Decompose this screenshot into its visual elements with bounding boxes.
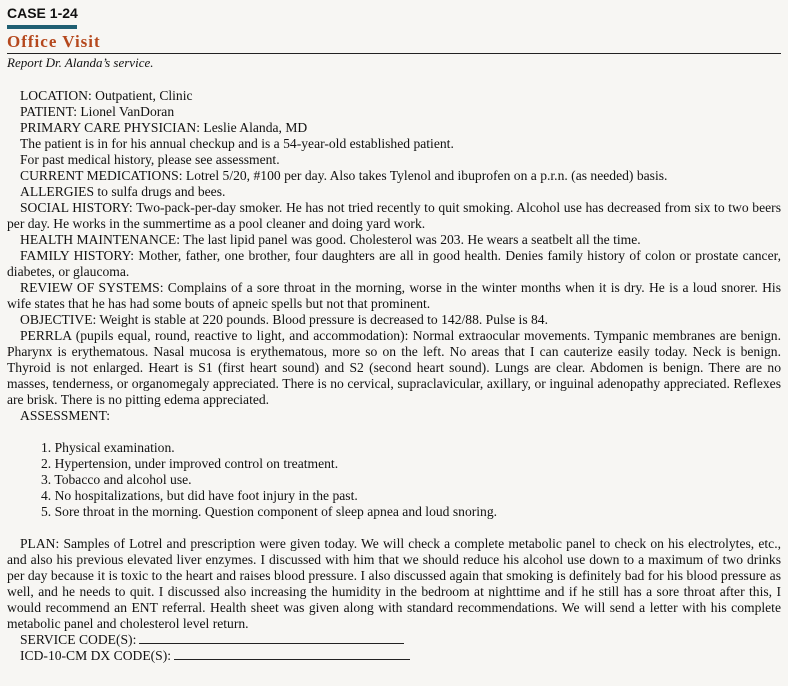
medications-paragraph: CURRENT MEDICATIONS: Lotrel 5/20, #100 per day. Also takes Tylenol and ibuprofen on a p.r.n. (as needed) basis. [20, 168, 668, 183]
icd-code-row [7, 648, 781, 664]
case-page [7, 4, 781, 664]
family-history-paragraph: FAMILY HISTORY: Mother, father, one brother, four daughters are all in good health. Denies family history of colon or prostate cancer, diabetes, or glaucoma. [7, 248, 781, 279]
health-maintenance-paragraph: HEALTH MAINTENANCE: The last lipid panel was good. Cholesterol was 203. He wears a seatbelt all the time. [20, 232, 641, 247]
case-label: CASE 1-24 [7, 5, 78, 21]
list-item: 2. Hypertension, under improved control on treatment. [41, 456, 339, 471]
service-code-blank[interactable] [139, 633, 404, 644]
list-item: 1. Physical examination. [41, 440, 175, 455]
pcp-line: PRIMARY CARE PHYSICIAN: Leslie Alanda, MD [20, 120, 308, 135]
social-history-paragraph: SOCIAL HISTORY: Two-pack-per-day smoker. He has not tried recently to quit smoking. Alcohol use has decreased from six to two beers per day. He works in the summertime as a pool cleaner and doing yard work. [7, 200, 781, 231]
icd-code-label: ICD-10-CM DX CODE(S): [20, 648, 172, 663]
review-of-systems-paragraph: REVIEW OF SYSTEMS: Complains of a sore throat in the morning, worse in the winter months when it is dry. He is a loud snorer. His wife states that he has had some bouts of apneic spells but not that prominent. [7, 280, 781, 311]
report-body [7, 88, 781, 664]
list-item: 3. Tobacco and alcohol use. [41, 472, 192, 487]
instructions: Report Dr. Alanda’s service. [7, 55, 154, 70]
objective-paragraph: OBJECTIVE: Weight is stable at 220 pounds. Blood pressure is decreased to 142/88. Pulse is 84. [20, 312, 548, 327]
intro-line: The patient is in for his annual checkup and is a 54-year-old established patient. [20, 136, 454, 151]
assessment-heading: ASSESSMENT: [20, 408, 110, 423]
page-title: Office Visit [7, 32, 101, 51]
service-code-row [7, 632, 781, 648]
history-note: For past medical history, please see assessment. [20, 152, 280, 167]
allergies-line: ALLERGIES to sulfa drugs and bees. [20, 184, 226, 199]
icd-code-blank[interactable] [174, 649, 410, 660]
perrla-paragraph: PERRLA (pupils equal, round, reactive to light, and accommodation): Normal extraocular movements. Tympanic membranes are benign. Pharynx is erythematous. Nasal mucosa is erythematous, more so on the left. No areas that I can cauterize easily today. Neck is benign. Thyroid is not enlarged. Heart is S1 (first heart sound) and S2 (second heart sound). Lungs are clear. Abdomen is benign. There are no masses, tenderness, or organomegaly appreciated. There is no cervical, supraclavicular, axillary, or inguinal adenopathy appreciated. Reflexes are brisk. There is no pitting edema appreciated. [7, 328, 781, 407]
list-item: 4. No hospitalizations, but did have foot injury in the past. [41, 488, 358, 503]
title-divider [7, 53, 781, 54]
patient-line: PATIENT: Lionel VanDoran [20, 104, 175, 119]
assessment-list [7, 440, 781, 520]
plan-paragraph: PLAN: Samples of Lotrel and prescription were given today. We will check a complete metabolic panel to check on his electrolytes, etc., and also his previous elevated liver enzymes. I discussed with him that we should reduce his alcohol use down to a maximum of two drinks per day because it is toxic to the heart and raises blood pressure. I also discussed again that smoking is definitely bad for his blood pressure as well, and he needs to quit. I discussed also increasing the humidity in the bedroom at nighttime and if he still has a sore throat after this, I would recommend an ENT referral. Health sheet was given along with standard recommendations. We will send a letter with his complete metabolic panel and cholesterol level return. [7, 536, 781, 631]
case-accent-bar [7, 25, 77, 29]
list-item: 5. Sore throat in the morning. Question component of sleep apnea and loud snoring. [41, 504, 498, 519]
service-code-label: SERVICE CODE(S): [20, 632, 137, 647]
location-line: LOCATION: Outpatient, Clinic [20, 88, 193, 103]
